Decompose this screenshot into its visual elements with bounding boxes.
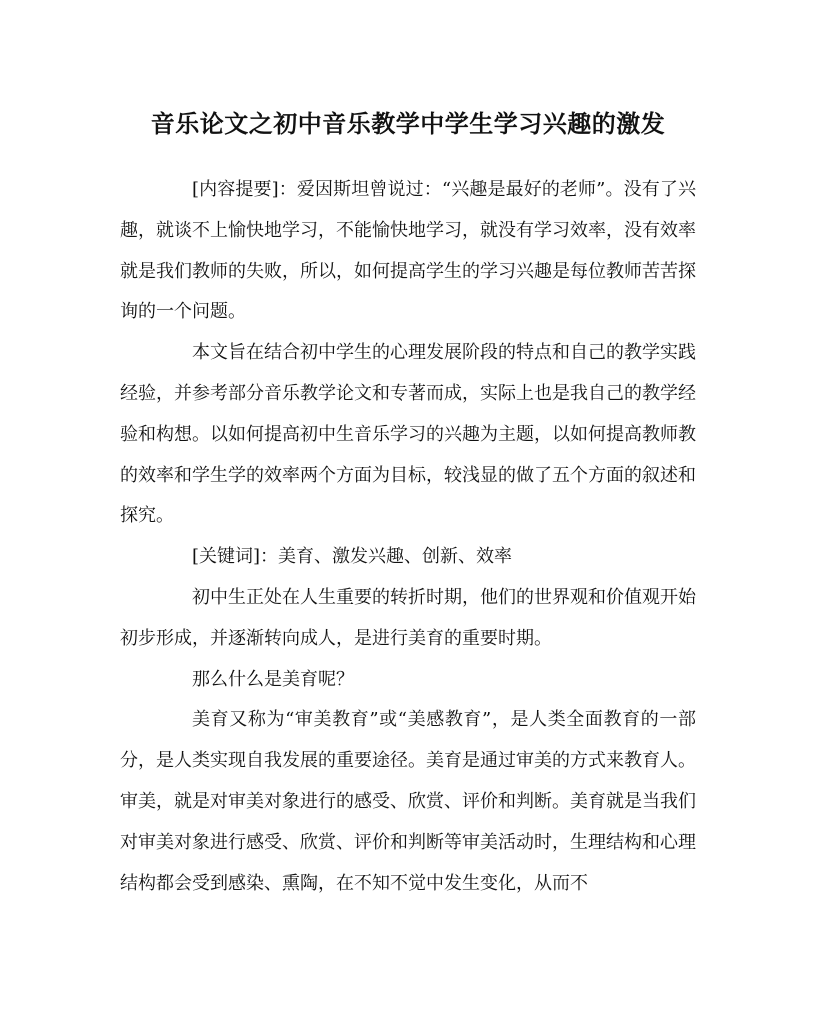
intro-paragraph: 初中生正处在人生重要的转折时期，他们的世界观和价值观开始初步形成，并逐渐转向成人，是进行美育的重要时期。 — [120, 586, 696, 649]
keywords-paragraph: [关键词]：美育、激发兴趣、创新、效率 — [192, 546, 513, 568]
question-paragraph: 那么什么是美育呢？ — [192, 668, 354, 690]
purpose-paragraph: 本文旨在结合初中学生的心理发展阶段的特点和自己的教学实践经验，并参考部分音乐教学论文和专著而成，实际上也是我自己的教学经验和构想。以如何提高初中生音乐学习的兴趣为主题，以如何提高教师教的效率和学生学的效率两个方面为目标，较浅显的做了五个方面的叙述和探究。 — [120, 342, 696, 527]
document-title: 音乐论文之初中音乐教学中学生学习兴趣的激发 — [150, 109, 666, 138]
document-body — [120, 170, 696, 904]
definition-paragraph: 美育又称为“审美教育”或“美感教育”，是人类全面教育的一部分，是人类实现自我发展的重要途径。美育是通过审美的方式来教育人。审美，就是对审美对象进行的感受、欣赏、评价和判断。美育就是当我们对审美对象进行感受、欣赏、评价和判断等审美活动时，生理结构和心理结构都会受到感染、熏陶，在不知不觉中发生变化，从而不 — [120, 709, 696, 894]
abstract-paragraph: [内容提要]：爱因斯坦曾说过：“兴趣是最好的老师”。没有了兴趣，就谈不上愉快地学习，不能愉快地学习，就没有学习效率，没有效率就是我们教师的失败，所以，如何提高学生的学习兴趣是每位教师苦苦探询的一个问题。 — [120, 179, 696, 323]
